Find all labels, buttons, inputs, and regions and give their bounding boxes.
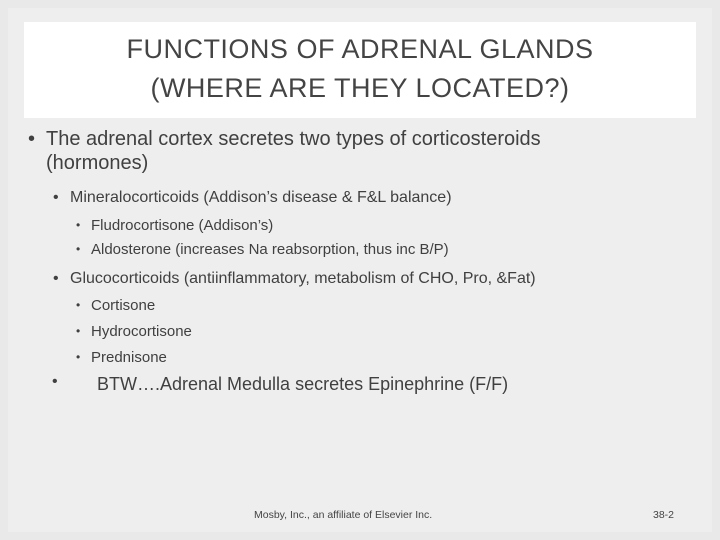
bullet-icon: • <box>76 298 81 312</box>
bullet-icon: • <box>76 350 81 364</box>
bullet-icon: • <box>76 242 81 256</box>
bullet-mineralocorticoids: Mineralocorticoids (Addison’s disease & F&L balance) <box>70 189 452 206</box>
bullet-icon: • <box>53 270 59 287</box>
bullet-medulla: BTW….Adrenal Medulla secretes Epinephrine (F/F) <box>97 374 509 394</box>
footer-text: Mosby, Inc., an affiliate of Elsevier Inc. <box>254 509 433 521</box>
bullet-cortex-line-1: The adrenal cortex secretes two types of corticosteroids <box>46 128 541 150</box>
bullet-aldosterone: Aldosterone (increases Na reabsorption, thus inc B/P) <box>91 241 449 258</box>
bullet-icon: • <box>76 218 81 232</box>
title-box <box>24 22 696 118</box>
bullet-icon: • <box>52 373 58 390</box>
bullet-fludrocortisone: Fludrocortisone (Addison’s) <box>91 217 274 234</box>
slide-title-line-2: (WHERE ARE THEY LOCATED?) <box>150 73 570 103</box>
bullet-icon: • <box>53 189 59 206</box>
bullet-icon: • <box>28 128 36 150</box>
bullet-cortisone: Cortisone <box>91 297 156 314</box>
bullet-cortex-line-2: (hormones) <box>46 152 149 174</box>
page-number: 38-2 <box>653 509 675 521</box>
bullet-icon: • <box>76 324 81 338</box>
bullet-prednisone: Prednisone <box>91 349 167 366</box>
slide-title-line-1: FUNCTIONS OF ADRENAL GLANDS <box>126 34 594 64</box>
bullet-hydrocortisone: Hydrocortisone <box>91 323 192 340</box>
bullet-glucocorticoids: Glucocorticoids (antiinflammatory, metabolism of CHO, Pro, &Fat) <box>70 270 536 287</box>
